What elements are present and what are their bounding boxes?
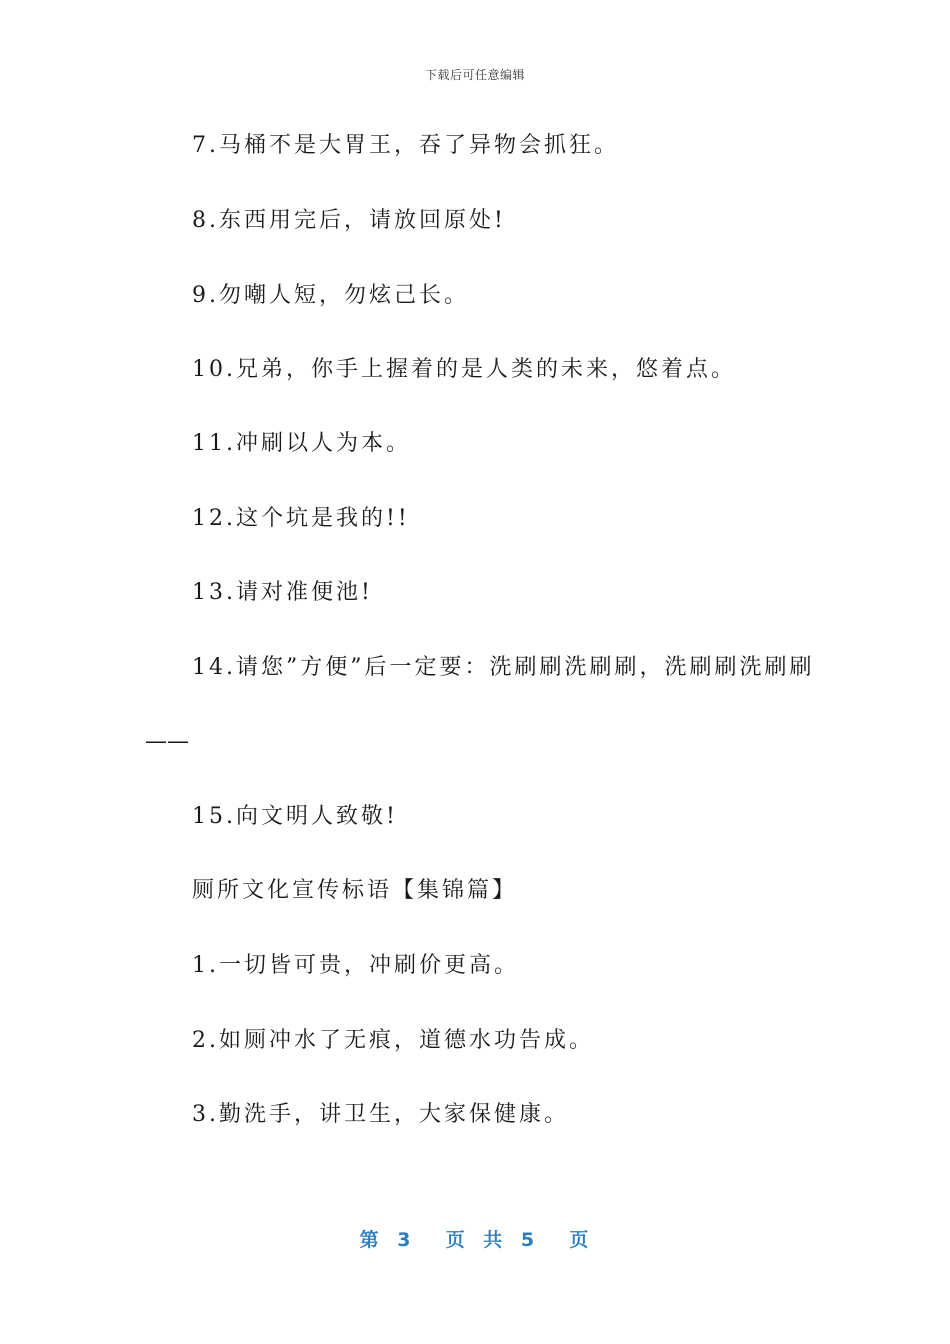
text-line: 13.请对准便池! [192,580,373,605]
text-line: 9.勿嘲人短，勿炫己长。 [192,283,469,308]
text-line: 11.冲刷以人为本。 [192,431,411,456]
page-header-note: 下载后可任意编辑 [424,68,525,82]
text-line: 2.如厕冲水了无痕，道德水功告成。 [192,1028,594,1053]
text-line: 8.东西用完后，请放回原处! [192,208,506,233]
text-line: 1.一切皆可贵，冲刷价更高。 [192,953,519,978]
text-line: 7.马桶不是大胃王，吞了异物会抓狂。 [192,133,619,158]
text-line: 14.请您”方便”后一定要：洗刷刷洗刷刷，洗刷刷洗刷刷 [192,655,815,680]
text-line: 12.这个坑是我的!! [192,506,410,531]
page-number-label: 第 3 页 共 5 页 [359,1229,591,1251]
page-number-footer [0,1225,950,1252]
text-line: 15.向文明人致敬! [192,804,398,829]
text-line: 10.兄弟，你手上握着的是人类的未来，悠着点。 [192,357,736,382]
section-heading: 厕所文化宣传标语【集锦篇】 [192,878,518,903]
text-line: 3.勤洗手，讲卫生，大家保健康。 [192,1102,569,1127]
text-line-continuation: —— [145,729,189,754]
